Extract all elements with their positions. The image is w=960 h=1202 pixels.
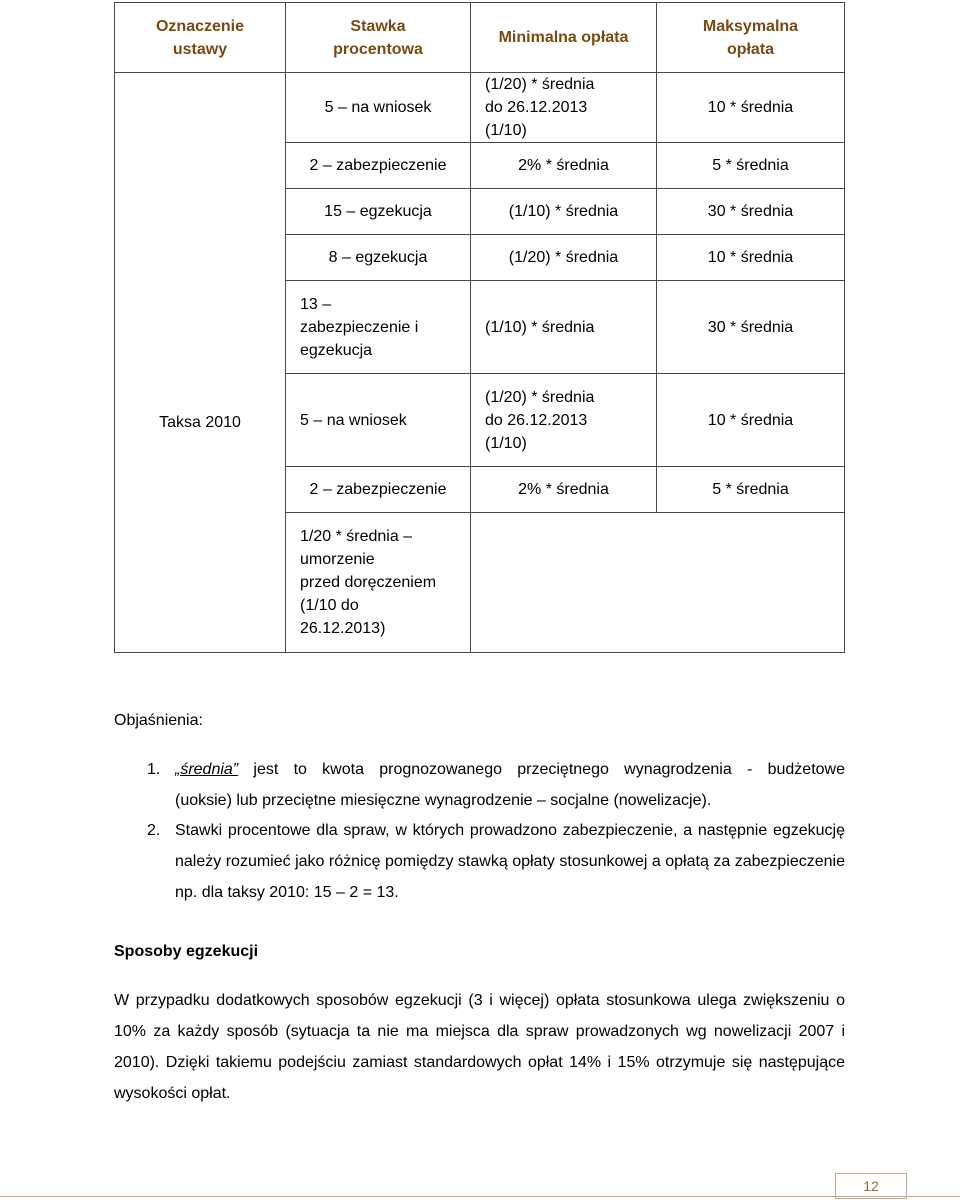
notes-heading: Objaśnienia: xyxy=(114,712,203,729)
max-cell: 5 * średnia xyxy=(657,143,845,189)
note-item-2 xyxy=(147,815,845,908)
cell-text-line: Stawka xyxy=(350,17,406,35)
rate-cell xyxy=(286,513,471,653)
cell-text-line: 1/20 * średnia – xyxy=(300,528,413,545)
rate-cell xyxy=(286,374,471,467)
cell-text-line: ustawy xyxy=(172,40,228,58)
header-minimalna xyxy=(471,3,657,73)
cell-text-line: 8 – egzekucja xyxy=(328,249,428,266)
max-cell: 30 * średnia xyxy=(657,189,845,235)
cell-text-line: (1/10) xyxy=(485,434,527,452)
table-row xyxy=(115,73,845,143)
rate-cell xyxy=(286,189,471,235)
cell-text-line: 13 – xyxy=(300,295,332,313)
cell-text-line: (1/10) * średnia xyxy=(485,318,595,336)
table-header-row xyxy=(115,3,845,73)
note-number: 2. xyxy=(147,822,161,839)
min-cell xyxy=(471,143,657,189)
min-cell xyxy=(471,281,657,374)
note-text: Stawki procentowe dla spraw, w których prowadzono zabezpieczenie, a następnie egzekucję należy rozumieć jako różnicę pomiędzy stawką opłaty stosunkowej a opłatą za zabezpieczenie np. dla taksy 2010: 15 – 2 = 13. xyxy=(175,822,845,901)
cell-text-line: 2 – zabezpieczenie xyxy=(309,481,447,498)
cell-text-line: 2% * średnia xyxy=(518,157,609,174)
max-cell: 10 * średnia xyxy=(657,73,845,143)
group-label: Taksa 2010 xyxy=(159,414,241,431)
max-cell: 30 * średnia xyxy=(657,281,845,374)
cell-text-line: 2% * średnia xyxy=(518,481,609,498)
section-title: Sposoby egzekucji xyxy=(114,943,259,960)
cell-text-line: 5 – na wniosek xyxy=(300,411,407,429)
cell-text-line: Minimalna opłata xyxy=(498,29,629,46)
footer-rule xyxy=(0,1196,960,1197)
note-number: 1. xyxy=(147,761,161,778)
header-maksymalna xyxy=(657,3,845,73)
empty-cell xyxy=(471,513,845,653)
max-cell: 10 * średnia xyxy=(657,374,845,467)
max-cell: 5 * średnia xyxy=(657,467,845,513)
rate-cell xyxy=(286,73,471,143)
cell-text-line: Maksymalna xyxy=(702,17,799,35)
cell-text-line: 26.12.2013) xyxy=(300,620,386,637)
group-label-cell xyxy=(115,73,286,653)
min-cell xyxy=(471,235,657,281)
rate-cell xyxy=(286,467,471,513)
cell-text-line: (1/20) * średnia xyxy=(485,388,595,406)
note-item-1 xyxy=(147,754,845,816)
cell-text-line: do 26.12.2013 xyxy=(485,411,588,429)
rate-cell xyxy=(286,281,471,374)
max-cell: 10 * średnia xyxy=(657,235,845,281)
cell-text-line: umorzenie xyxy=(300,551,375,568)
min-cell xyxy=(471,73,657,143)
rate-cell xyxy=(286,235,471,281)
min-cell xyxy=(471,189,657,235)
cell-text-line: (1/10) * średnia xyxy=(508,203,619,220)
note-text: jest to kwota prognozowanego przeciętnego wynagrodzenia - budżetowe xyxy=(238,761,845,778)
cell-text-line: procentowa xyxy=(333,40,423,58)
section-body: W przypadku dodatkowych sposobów egzekucji (3 i więcej) opłata stosunkowa ulega zwiększeniu o 10% za każdy sposób (sytuacja ta nie ma miejsca dla spraw prowadzonych wg nowelizacji 2007 i 2010). Dzięki takiemu podejściu zamiast standardowych opłat 14% i 15% otrzymuje się następujące wysokości opłat. xyxy=(114,992,845,1102)
cell-text-line: do 26.12.2013 xyxy=(485,99,588,116)
cell-text-line: Oznaczenie xyxy=(155,17,245,35)
rate-cell xyxy=(286,143,471,189)
cell-text-line: zabezpieczenie i xyxy=(300,318,419,336)
page-number: 12 xyxy=(835,1173,907,1199)
min-cell xyxy=(471,467,657,513)
note-term: „średnia” xyxy=(175,761,239,778)
cell-text-line: (1/10) xyxy=(485,122,527,139)
cell-text-line: 5 – na wniosek xyxy=(324,99,432,116)
cell-text-line: (1/10 do xyxy=(300,597,359,614)
min-cell xyxy=(471,374,657,467)
cell-text-line: (1/20) * średnia xyxy=(508,249,619,266)
note-text-cont: (uoksie) lub przeciętne miesięczne wynagrodzenie – socjalne (nowelizacje). xyxy=(175,792,712,809)
cell-text-line: egzekucja xyxy=(300,341,373,359)
cell-text-line: (1/20) * średnia xyxy=(485,76,595,93)
cell-text-line: 15 – egzekucja xyxy=(324,203,432,220)
cell-text-line: 2 – zabezpieczenie xyxy=(309,157,447,174)
cell-text-line: przed doręczeniem xyxy=(300,574,437,591)
header-stawka xyxy=(286,3,471,73)
cell-text-line: opłata xyxy=(726,40,775,58)
fee-table xyxy=(114,2,845,653)
header-oznaczenie xyxy=(115,3,286,73)
